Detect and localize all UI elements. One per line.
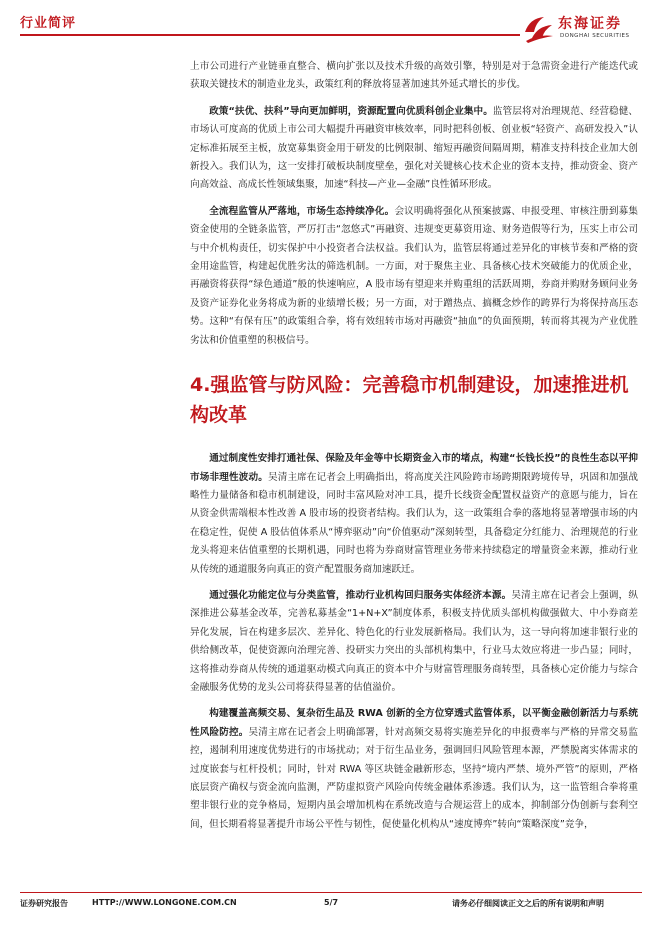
footer-disclaimer: 请务必仔细阅读正文之后的所有说明和声明 <box>452 899 604 908</box>
body-paragraph-1: 上市公司进行产业链垂直整合、横向扩张以及技术升级的高效引擎，特别是对于急需资金进行产能迭代或获取关键技术的制造业龙头，政策红利的释放将显著加速其外延式增长的步伐。 <box>190 61 638 91</box>
body-paragraph-3 <box>190 203 638 350</box>
paragraph-3-lead: 全流程监管从严落地，市场生态持续净化。 <box>209 205 395 217</box>
paragraph-3-text: 会议明确将强化从预案披露、申报受理、审核注册到募集资金使用的全链条监管，严厉打击“忽悠式”再融资、违规变更募资用途、财务造假等行为，压实上市公司与中介机构责任，切实保护中小投资者合法权益。我们认为，监管层将通过差异化的审核节奏和严格的资金用途监管，构建起优胜劣汰的筛选机制。一方面，对于聚焦主业、具备核心技术突破能力的优质企业，再融资将获得“绿色通道”般的快速响应，A 股市场有望迎来并购重组的活跃周期，券商并购财务顾问业务及资产证券化业务将成为新的业绩增长极；另一方面，对于蹭热点、搞概念炒作的跨界行为将保持高压态势。这种“有保有压”的政策组合拳，将有效纽转市场对再融资“抽血”的负面预期，转而将其视为产业优胜劣汰和价值重塑的积极信号。 <box>190 205 639 346</box>
paragraph-5-text: 吴清主席在记者会上强调，纵深推进公募基金改革，完善私募基金“1+N+X”制度体系，积极支持优质头部机构做强做大、中小券商差异化发展，旨在构建多层次、差异化、特色化的行业发展新格局。我们认为，这一导向将加速非银行业的供给侧改革，促使资源向治理完善、投研实力突出的头部机构集中，行业马太效应将进一步凸显；同时，这将推动券商从传统的通道驱动模式向真正的资本中介与财富管理服务商转型，具备核心定价能力与综合金融服务优势的龙头公司将获得显著的估值溢价。 <box>190 589 639 693</box>
company-logo <box>522 12 652 48</box>
header-section-label: 行业简评 <box>20 16 77 31</box>
section-4-heading: 4.强监管与防风险：完善稳市机制建设，加速推进机构改革 <box>190 374 629 427</box>
report-body <box>190 58 638 834</box>
logo-emblem-icon <box>522 12 556 46</box>
paragraph-2-lead: 政策“扶优、扶科”导向更加鲜明，资源配置向优质科创企业集中。 <box>209 105 493 117</box>
footer-report-label: 证券研究报告 <box>20 899 68 908</box>
body-paragraph-2 <box>190 103 638 195</box>
paragraph-6-text: 吴清主席在记者会上明确部署，针对高频交易将实施差异化的申报费率与严格的异常交易监控，遏制利用速度优势进行的市场扰动；对于衍生品业务，强调回归风险管理本源，严禁脱离实体需求的过度嵌套与杠杆投机；同时，针对 RWA 等区块链金融新形态，坚持“境内严禁、境外严管”的原则，严格底层资产确权与资金流向监测，严防虚拟资产风险向传统金融体系渗透。我们认为，这一监管组合拳将重塑非银行业的竞争格局，短期内虽会增加机构在系统改造与合规运营上的成本，抑制部分伪创新与套利空间，但长期看将显著提升市场公平性与韧性，促使量化机构从“速度博弈”转向“策略深度”竞争， <box>190 726 639 830</box>
paragraph-4-lead: 通过制度性安排打通社保、保险及年金等中长期资金入市的堵点，构建“长钱长投”的良性生态以平抑市场非理性波动。 <box>190 453 638 483</box>
body-paragraph-5 <box>190 587 638 697</box>
footer-page-number: 5/7 <box>324 898 339 907</box>
paragraph-6-lead: 构建覆盖高频交易、复杂衍生品及 RWA 创新的全方位穿透式监管体系，以平衡金融创新活力与系统性风险防控。 <box>190 708 638 738</box>
paragraph-5-lead: 通过强化功能定位与分类监管，推动行业机构回归服务实体经济本源。 <box>209 589 512 601</box>
paragraph-4-text: 吴清主席在记者会上明确指出，将高度关注风险跨市场跨期限跨境传导，巩固和加强战略性力量储备和稳市机制建设，同时丰富风险对冲工具，提升长线资金配置权益资产的意愿与能力，旨在从资金供需端根本性改善 A 股市场的投资者结构。我们认为，这一政策组合拳的落地将显著增强市场的内在稳定性，促使 A 股估值体系从“博弈驱动”向“价值驱动”深刻转型，具备稳定分红能力、治理规范的行业龙头将迎来估值重塑的长期机遇，同时也将为券商财富管理业务带来持续稳定的增量资金来源，推动行业从传统的通道服务向真正的资产配置服务商加速跃迁。 <box>190 471 639 575</box>
logo-company-subtitle: DONGHAI SECURITIES <box>560 33 630 39</box>
body-paragraph-6 <box>190 705 638 834</box>
logo-company-name: 东海证券 <box>558 16 622 32</box>
paragraph-2-text: 监管层将对治理规范、经营稳健、市场认可度高的优质上市公司大幅提升再融资审核效率，同时把科创板、创业板“轻资产、高研发投入”认定标准拓展至主板，放宽募集资金用于研发的比例限制、缩短再融资间隔周期，精准支持科技企业加大创新投入。我们认为，这一安排打破板块制度壁垒，强化对关键核心技术企业的资本支持，推动资金、资产向高效益、高成长性领域集聚，加速“科技—产业—金融”良性循环形成。 <box>190 105 638 191</box>
header-divider <box>20 34 520 36</box>
footer-website-link[interactable]: HTTP://WWW.LONGONE.COM.CN <box>92 898 237 907</box>
footer-divider <box>20 892 642 893</box>
body-paragraph-4 <box>190 450 638 579</box>
